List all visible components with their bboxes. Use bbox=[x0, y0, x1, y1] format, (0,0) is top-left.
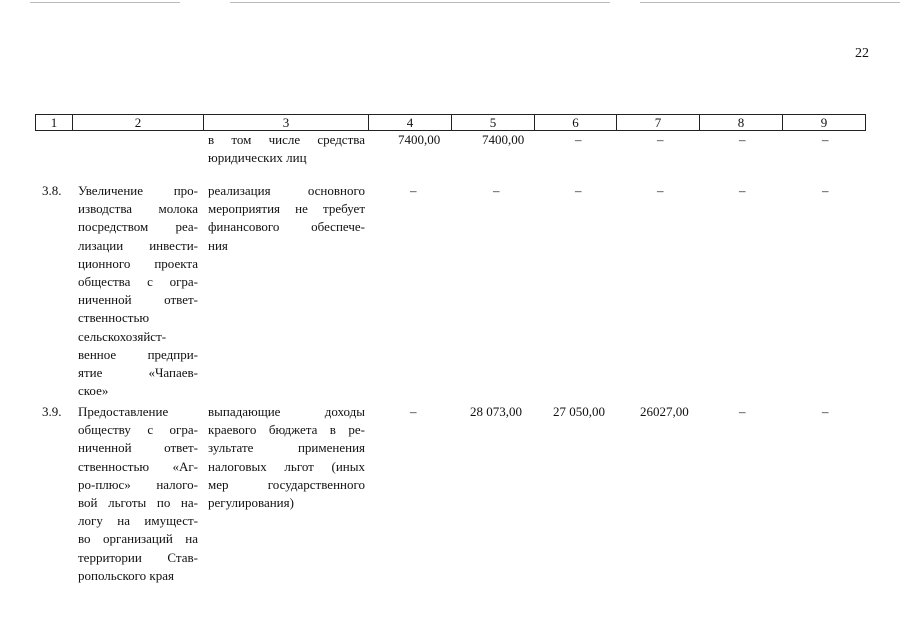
header-col-5: 5 bbox=[452, 115, 535, 131]
row-3-8-col6: – bbox=[575, 183, 582, 198]
row-3-8-col8: – bbox=[739, 183, 746, 198]
row-continuation-description: в том числе средства юридических лиц bbox=[208, 132, 365, 166]
row-3-9-col4: – bbox=[410, 404, 417, 419]
scan-artifact bbox=[640, 2, 900, 3]
header-col-2: 2 bbox=[73, 115, 204, 131]
row-3-9-col7: 26027,00 bbox=[640, 404, 689, 419]
scan-artifact bbox=[230, 2, 610, 3]
row-3-9-col8: – bbox=[739, 404, 746, 419]
header-col-9: 9 bbox=[783, 115, 866, 131]
row-3-8-col5: – bbox=[493, 183, 500, 198]
page-number: 22 bbox=[855, 46, 869, 61]
row-3-8-number: 3.8. bbox=[42, 183, 62, 198]
header-col-4: 4 bbox=[369, 115, 452, 131]
scan-artifact bbox=[30, 2, 180, 3]
row-continuation-col6: – bbox=[575, 132, 582, 147]
row-continuation-col8: – bbox=[739, 132, 746, 147]
header-col-3: 3 bbox=[204, 115, 369, 131]
row-continuation-col5: 7400,00 bbox=[482, 132, 525, 147]
row-3-9-col5: 28 073,00 bbox=[470, 404, 522, 419]
row-3-8-col4: – bbox=[410, 183, 417, 198]
row-continuation-col4: 7400,00 bbox=[398, 132, 441, 147]
row-3-8-measure: Увеличение про- изводства молока посредством реа- лизации инвести- ционного проекта общества с огра- ниченной ответ- ственностью сельскохозяйст- венное предпри- ятие «Чапаев- ское» bbox=[78, 183, 198, 399]
header-col-1: 1 bbox=[36, 115, 73, 131]
row-3-9-measure: Предоставление обществу с огра- ниченной ответ- ственностью «Аг- ро-плюс» налого- вой льготы по на- логу на имущест- во организаций на территории Став- ропольского края bbox=[78, 404, 198, 583]
row-continuation-col7: – bbox=[657, 132, 664, 147]
row-3-9-number: 3.9. bbox=[42, 404, 62, 419]
header-col-8: 8 bbox=[700, 115, 783, 131]
row-3-9-col6: 27 050,00 bbox=[553, 404, 605, 419]
header-col-7: 7 bbox=[617, 115, 700, 131]
row-continuation-col9: – bbox=[822, 132, 829, 147]
header-col-6: 6 bbox=[535, 115, 617, 131]
row-3-9-description: выпадающие доходы краевого бюджета в ре- зультате применения налоговых льгот (иных мер государственного регулирования) bbox=[208, 404, 365, 511]
row-3-8-col9: – bbox=[822, 183, 829, 198]
row-3-8-description: реализация основного мероприятия не требует финансового обеспече- ния bbox=[208, 183, 365, 253]
row-3-8-col7: – bbox=[657, 183, 664, 198]
column-number-header bbox=[35, 114, 866, 131]
row-3-9-col9: – bbox=[822, 404, 829, 419]
